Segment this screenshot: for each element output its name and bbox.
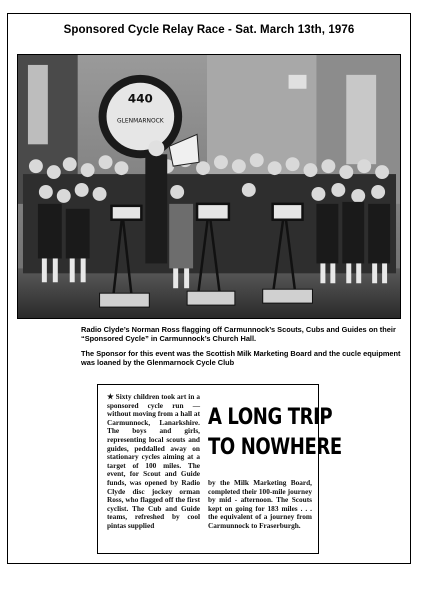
document-title: Sponsored Cycle Relay Race - Sat. March 13th, 1976 bbox=[63, 24, 355, 36]
photo-image bbox=[18, 55, 400, 318]
clipping-column-2: by the Milk Marketing Board, completed their 100-mile journey by mid - afternoon. The Scouts kept on going for 183 miles . . . the equivalent of a journey from Carmunnock to Fraserburgh. bbox=[208, 478, 312, 530]
headline-line-1: A LONG TRIP bbox=[208, 405, 333, 430]
clipping-column-1: ★ Sixty children took art in a sponsored cycle run —without moving from a hall at Carmunnock, Lanarkshire. The boys and girls, representing local scouts and guides, peddalled away on stationary cycles aiming at a target of 100 miles. The event, for Scout and Guide funds, was opened by Radio Clyde disc jockey orman Ross, who flagged off the first cyclist. The Cub and Guide teams, refreshed by cool pintas supplied bbox=[107, 392, 200, 530]
sign-number: 440 bbox=[127, 91, 153, 106]
page-frame bbox=[7, 13, 411, 564]
caption-line-2: The Sponsor for this event was the Scottish Milk Marketing Board and the cucle equipment was loaned by the Glenmarnock Cycle Club bbox=[81, 348, 401, 368]
caption-line-1: Radio Clyde’s Norman Ross flagging off Carmunnock’s Scouts, Cubs and Guides on their “Sponsored Cycle” in Carmunnock’s Church Hall. bbox=[81, 325, 396, 344]
event-photo bbox=[17, 54, 401, 319]
sign-text: GLENMARNOCK bbox=[116, 117, 164, 125]
photo-caption bbox=[81, 325, 401, 373]
newspaper-clipping bbox=[97, 384, 342, 554]
headline-line-2: TO NOWHERE bbox=[208, 435, 342, 460]
clipping-headline bbox=[208, 403, 342, 463]
